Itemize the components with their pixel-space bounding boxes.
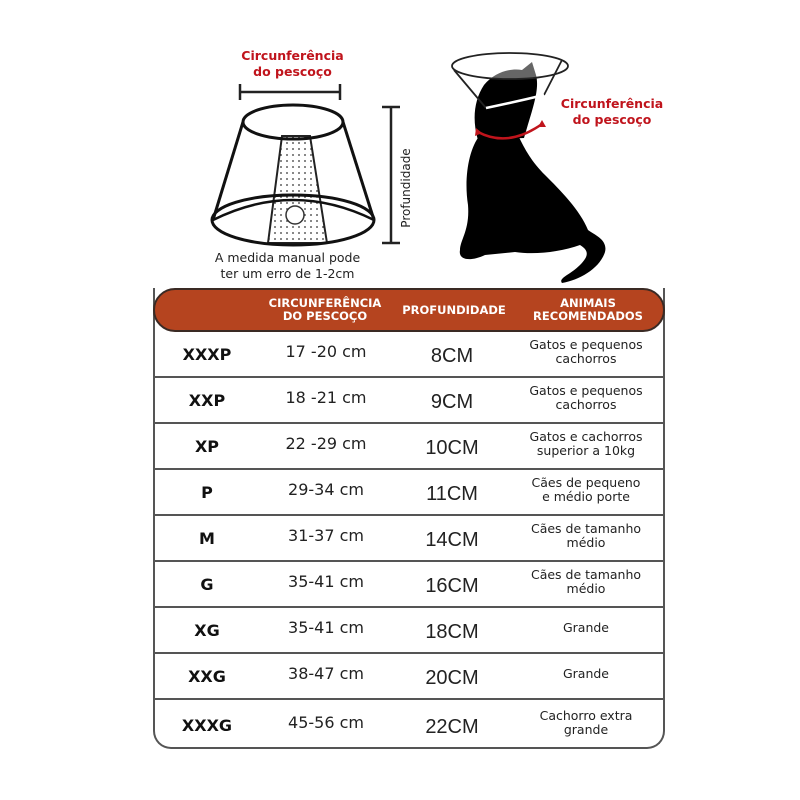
note-line-2: ter um erro de 1-2cm [220, 266, 355, 281]
table-row [153, 378, 665, 424]
rec-line1: Cães de tamanho [530, 521, 642, 536]
rec-line1: Grande [562, 620, 610, 635]
rec-line2: cachorros [555, 351, 617, 366]
cat-label-line-1: Circunferência [560, 96, 664, 111]
table-row [153, 700, 665, 750]
rec-line2: e médio porte [542, 489, 630, 504]
depth-cell: 9CM [430, 390, 474, 413]
size-cell: XP [194, 436, 220, 456]
recommended-cell [511, 621, 661, 635]
table-body [153, 332, 665, 750]
neck-cell: 45-56 cm [288, 712, 364, 732]
table-row [153, 424, 665, 470]
size-cell: P [201, 482, 213, 502]
size-cell: G [200, 574, 214, 594]
rec-line1: Grande [562, 666, 610, 681]
depth-cell: 18CM [425, 620, 479, 643]
recommended-cell [511, 338, 661, 366]
depth-label: Profundidade [399, 148, 413, 228]
size-cell: XXP [188, 390, 226, 410]
depth-cell: 11CM [426, 482, 478, 505]
header-rec-line1: ANIMAIS [560, 296, 616, 310]
cat-neck-circumference-label [552, 96, 672, 128]
size-cell: M [199, 528, 215, 548]
table-row [153, 562, 665, 608]
depth-cell: 16CM [425, 574, 479, 597]
rec-line1: Gatos e cachorros [529, 429, 643, 444]
rec-line2: grande [563, 722, 609, 737]
depth-cell: 20CM [425, 666, 479, 689]
rec-line2: superior a 10kg [536, 443, 636, 458]
neck-cell: 22 -29 cm [285, 433, 367, 453]
neck-cell: 18 -21 cm [285, 387, 367, 407]
width-bracket-icon [240, 84, 340, 100]
rec-line1: Cães de pequeno [531, 475, 641, 490]
neck-cell: 29-34 cm [288, 479, 364, 499]
header-neck-line1: CIRCUNFERÊNCIA [268, 296, 382, 310]
neck-cell: 17 -20 cm [285, 341, 367, 361]
neck-cell: 38-47 cm [288, 663, 364, 683]
rec-line2: médio [566, 535, 606, 550]
cat-with-cone-illustration [440, 40, 645, 285]
header-recommended [513, 297, 663, 323]
recommended-cell [511, 522, 661, 550]
recommended-cell [511, 430, 661, 458]
size-cell: XXXP [182, 344, 232, 364]
neck-cell: 35-41 cm [288, 617, 364, 637]
recommended-cell [511, 568, 661, 596]
rec-line1: Gatos e pequenos [529, 383, 643, 398]
recommended-cell [511, 667, 661, 681]
size-cell: XXG [188, 666, 226, 686]
header-neck-circumference [255, 297, 395, 323]
table-row [153, 516, 665, 562]
measurement-note [195, 250, 380, 282]
cone-collar-illustration [200, 80, 415, 250]
depth-cell: 8CM [430, 344, 474, 367]
cone-neck-circumference-label [225, 48, 360, 80]
depth-bracket-icon [382, 107, 400, 243]
rec-line2: médio [566, 581, 606, 596]
table-row [153, 654, 665, 700]
cat-label-line-2: do pescoço [572, 112, 652, 127]
rec-line1: Gatos e pequenos [529, 337, 643, 352]
header-neck-line2: DO PESCOÇO [282, 309, 368, 323]
recommended-cell [511, 476, 661, 504]
cone-label-line-1: Circunferência [241, 48, 344, 63]
note-line-1: A medida manual pode [214, 250, 361, 265]
rec-line1: Cachorro extra [539, 708, 633, 723]
table-row [153, 332, 665, 378]
recommended-cell [511, 709, 661, 737]
size-cell: XG [194, 620, 220, 640]
table-row [153, 470, 665, 516]
header-depth: PROFUNDIDADE [402, 302, 506, 317]
neck-cell: 35-41 cm [288, 571, 364, 591]
recommended-cell [511, 384, 661, 412]
rec-line2: cachorros [555, 397, 617, 412]
table-header [153, 288, 665, 332]
table-row [153, 608, 665, 654]
rec-line1: Cães de tamanho [530, 567, 642, 582]
cone-label-line-2: do pescoço [253, 64, 332, 79]
size-cell: XXXG [181, 715, 233, 735]
depth-cell: 22CM [425, 715, 479, 738]
depth-cell: 14CM [425, 528, 479, 551]
neck-cell: 31-37 cm [288, 525, 364, 545]
header-rec-line2: RECOMENDADOS [533, 309, 643, 323]
depth-cell: 10CM [425, 436, 479, 459]
